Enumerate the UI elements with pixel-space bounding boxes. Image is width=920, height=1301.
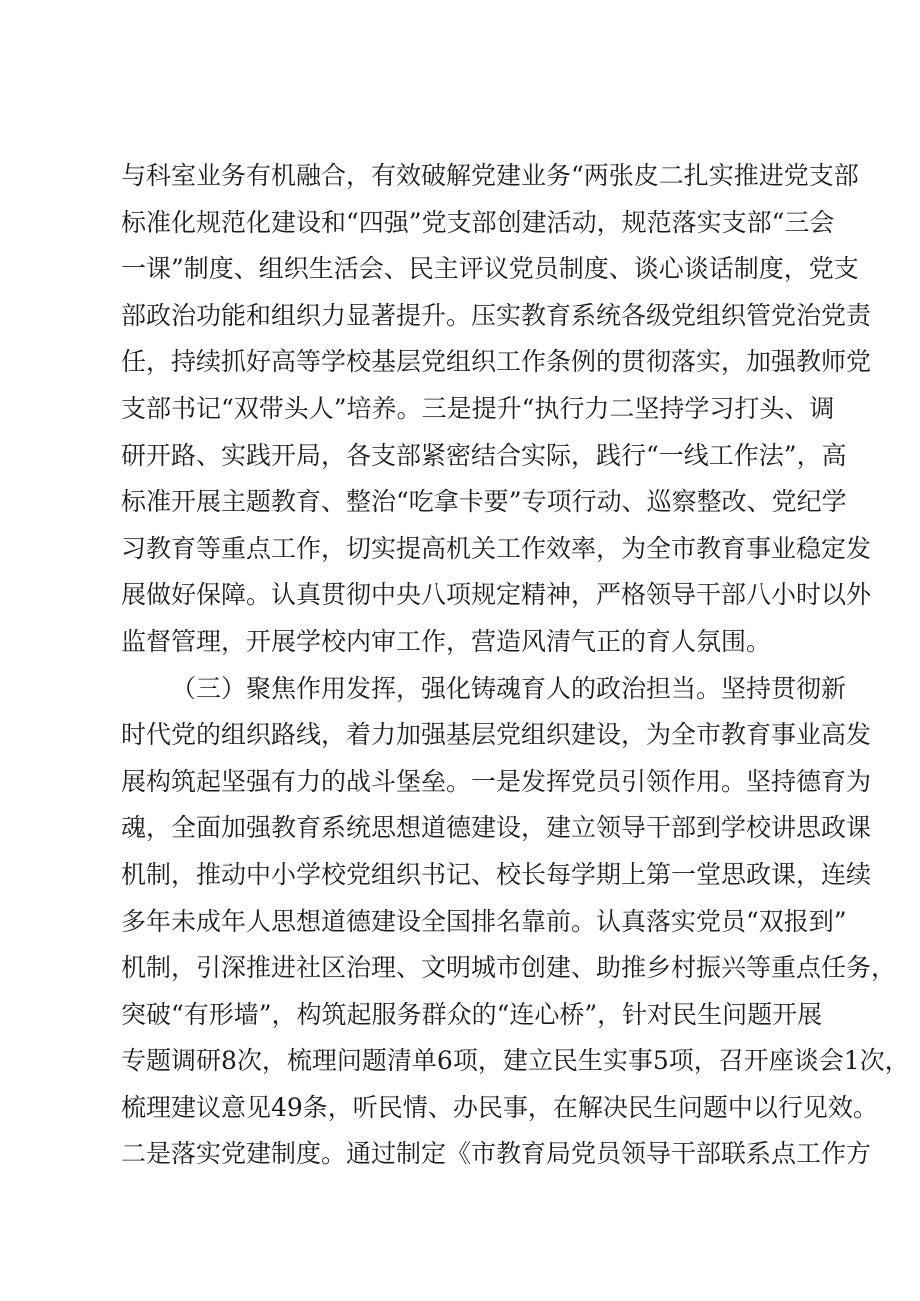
paragraph-1 [121,153,872,666]
text-line: 标准化规范化建设和“四强”党支部创建活动，规范落实支部“三会 [121,207,835,237]
text-line: 突破“有形墙”，构筑起服务群众的“连心桥”，针对民生问题开展 [121,999,823,1029]
text-line: 展做好保障。认真贯彻中央八项规定精神，严格领导干部八小时以外 [121,580,872,610]
text-line: 部政治功能和组织力显著提升。压实教育系统各级党组织管党治党责 [121,300,872,330]
text-line: 监督管理，开展学校内审工作，营造风清气正的育人氛围。 [121,626,772,656]
paragraph-2 [121,666,910,1179]
text-line: 一课”制度、组织生活会、民主评议党员制度、谈心谈话制度，党支 [121,254,859,284]
text-line: 习教育等重点工作，切实提高机关工作效率，为全市教育事业稳定发 [121,533,872,563]
text-line: 机制，推动中小学校党组织书记、校长每学期上第一堂思政课，连续 [121,859,872,889]
text-line: 多年未成年人思想道德建设全国排名靠前。认真落实党员“双报到” [121,906,847,936]
text-line: 标准开展主题教育、整治“吃拿卡要”专项行动、巡察整改、党纪学 [121,487,847,517]
text-line: 支部书记“双带头人”培养。三是提升“执行力二坚持学习打头、调 [121,393,835,423]
text-line: 魂，全面加强教育系统思想道德建设，建立领导干部到学校讲思政课 [121,813,872,843]
text-line: 研开路、实践开局，各支部紧密结合实际，践行“一线工作法”，高 [121,440,847,470]
text-line: 机制，引深推进社区治理、文明城市创建、助推乡村振兴等重点任务， [121,953,897,983]
text-line: 与科室业务有机融合，有效破解党建业务“两张皮二扎实推进党支部 [121,161,859,190]
text-line: 梳理建议意见49条，听民情、办民事，在解决民生问题中以行见效。 [121,1092,878,1122]
body-text [121,153,910,1178]
text-line: 专题调研8次，梳理问题清单6项，建立民生实事5项，召开座谈会1次， [121,1046,910,1076]
text-line: 任，持续抓好高等学校基层党组织工作条例的贯彻落实，加强教师党 [121,347,872,377]
section-heading-line: （三）聚焦作用发挥，强化铸魂育人的政治担当。坚持贯彻新 [171,673,847,703]
text-line: 展构筑起坚强有力的战斗堡垒。一是发挥党员引领作用。坚持德育为 [121,766,872,796]
text-line: 二是落实党建制度。通过制定《市教育局党员领导干部联系点工作方 [121,1139,872,1169]
text-line: 时代党的组织路线，着力加强基层党组织建设，为全市教育事业高发 [121,720,872,750]
